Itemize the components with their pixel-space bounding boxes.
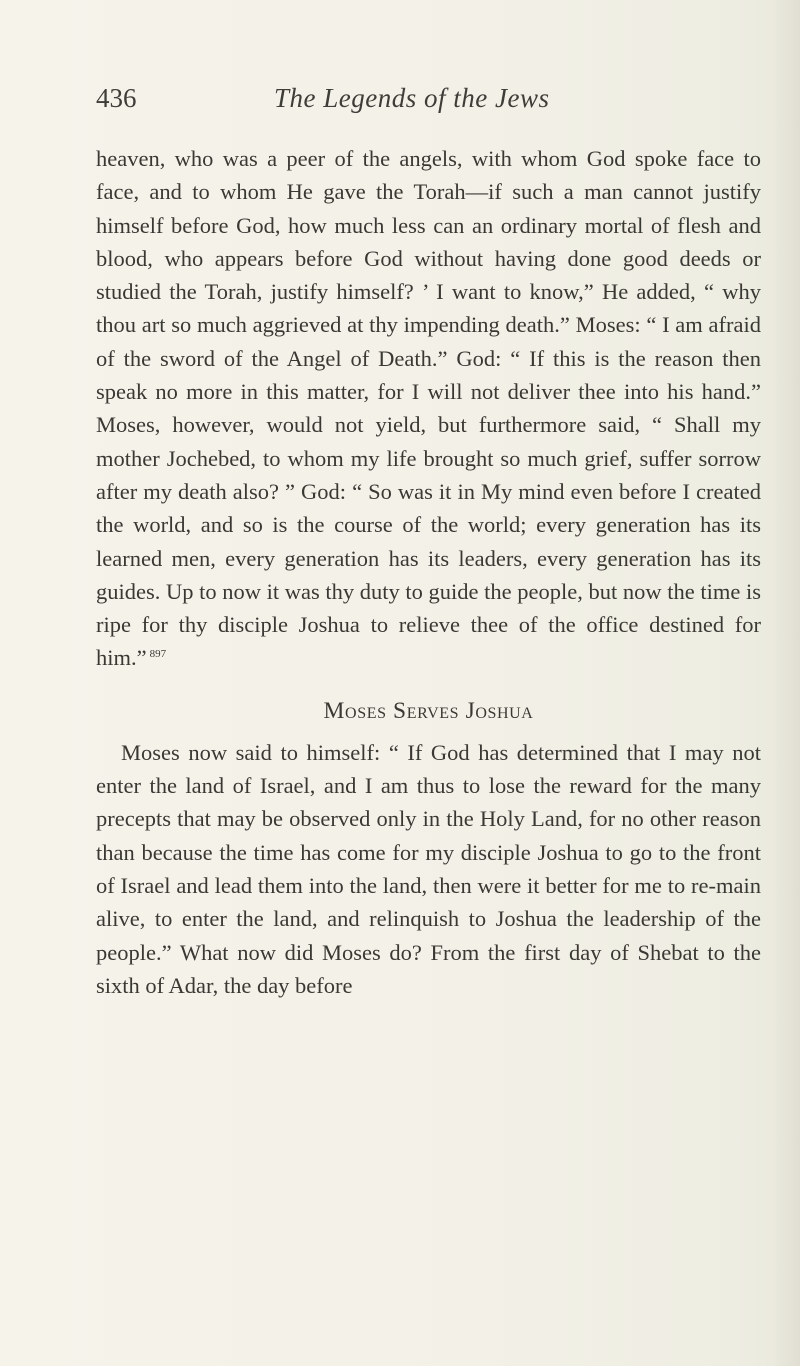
running-head xyxy=(96,80,736,116)
paragraph-1-text: heaven, who was a peer of the angels, with whom God spoke face to face, and to whom He gave the Torah—if such a man cannot justify himself before God, how much less can an ordinary mortal of flesh and blood, who appears before God without having done good deeds or studied the Torah, justify himself? ’ I want to know,” He added, “ why thou art so much aggrieved at thy impending death.” Moses: “ I am afraid of the sword of the Angel of Death.” God: “ If this is the reason then speak no more in this matter, for I will not deliver thee into his hand.” Moses, however, would not yield, but furthermore said, “ Shall my mother Jochebed, to whom my life brought so much grief, suffer sorrow after my death also? ” God: “ So was it in My mind even before I created the world, and so is the course of the world; every generation has its learned men, every generation has its leaders, every generation has its guides. Up to now it was thy duty to guide the people, but now the time is ripe for thy disciple Joshua to relieve thee of the office destined for him.” xyxy=(96,146,761,671)
section-heading: Moses Serves Joshua xyxy=(323,697,534,724)
paragraph-continued xyxy=(96,142,761,675)
running-title: The Legends of the Jews xyxy=(274,83,550,113)
footnote-reference: 897 xyxy=(149,647,167,660)
page-edge-shadow xyxy=(772,0,800,1366)
paragraph-2: Moses now said to himself: “ If God has determined that I may not enter the land of Israel, and I am thus to lose the reward for the many precepts that may be observed only in the Holy Land, for no other reason than because the time has come for my disciple Joshua to go to the front of Israel and lead them into the land, then were it better for me to re-main alive, to enter the land, and relinquish to Joshua the leadership of the people.” What now did Moses do? From the first day of Shebat to the sixth of Adar, the day before xyxy=(96,739,761,998)
main-text xyxy=(96,142,761,1002)
page-number: 436 xyxy=(96,83,137,113)
